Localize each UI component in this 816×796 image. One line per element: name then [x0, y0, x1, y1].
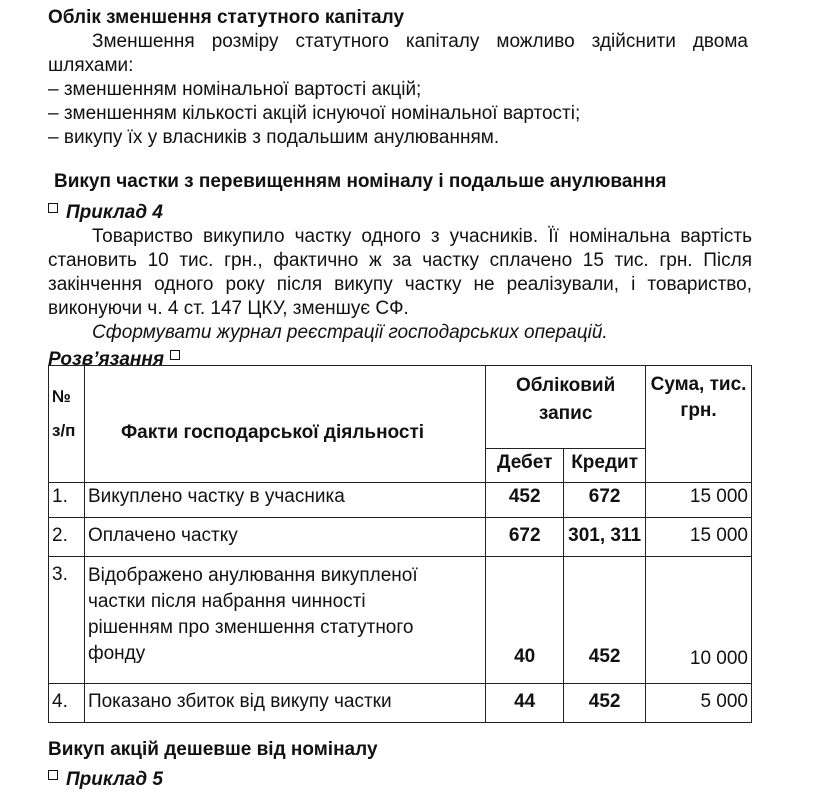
list-item: – зменшенням номінальної вартості акцій;	[48, 79, 422, 100]
section1-title: Облік зменшення статутного капіталу	[48, 7, 405, 28]
table-row: 1. Викуплено частку в учасника 452 672 15 000	[49, 483, 752, 518]
section3-title: Викуп акцій дешевше від номіналу	[48, 739, 378, 760]
example-4-block	[48, 201, 752, 372]
table-row: 3. Відображено анулювання викупленої частки після набрання чинності рішенням про зменшення статутного фонду 40 452 10 000	[49, 557, 752, 684]
section2-title: Викуп частки з перевищенням номіналу і подальше анулювання	[54, 171, 667, 192]
journal-table	[48, 365, 752, 723]
square-bullet-icon	[48, 203, 58, 213]
square-bullet-icon	[170, 350, 180, 360]
section1-intro: Зменшення розміру статутного капіталу можливо здійснити двома шляхами:	[48, 31, 748, 76]
table-row: 4. Показано збиток від викупу частки 44 452 5 000	[49, 684, 752, 723]
header-entry: Обліковий запис	[486, 366, 646, 449]
header-sum: Сума, тис. грн.	[646, 366, 752, 483]
example-5-label: Приклад 5	[66, 769, 163, 790]
header-num: № з/п	[49, 366, 85, 483]
example-4-body: Товариство викупило частку одного з учасників. Її номінальна вартість становить 10 тис. грн., фактично ж за частку сплачено 15 тис. грн. Після закінчення одного року після викупу частку не реалізували, і товариство, виконуючи ч. 4 ст. 147 ЦКУ, зменшує СФ.	[48, 226, 752, 319]
list-item: – викупу їх у власників з подальшим анулюванням.	[48, 127, 500, 148]
example-4-label: Приклад 4	[66, 202, 163, 223]
section3-block	[48, 738, 752, 792]
table-row: 2. Оплачено частку 672 301, 311 15 000	[49, 518, 752, 557]
header-debit: Дебет	[486, 449, 564, 483]
list-item: – зменшенням кількості акцій існуючої номінальної вартості;	[48, 103, 581, 124]
header-facts: Факти господарської діяльності	[84, 366, 485, 483]
solution-label: Розв’язання	[48, 349, 165, 370]
header-credit: Кредит	[564, 449, 646, 483]
example-4-task: Сформувати журнал реєстрації господарських операцій.	[92, 322, 608, 343]
table-header-row	[49, 366, 752, 449]
square-bullet-icon	[48, 770, 58, 780]
document-page	[48, 6, 748, 150]
